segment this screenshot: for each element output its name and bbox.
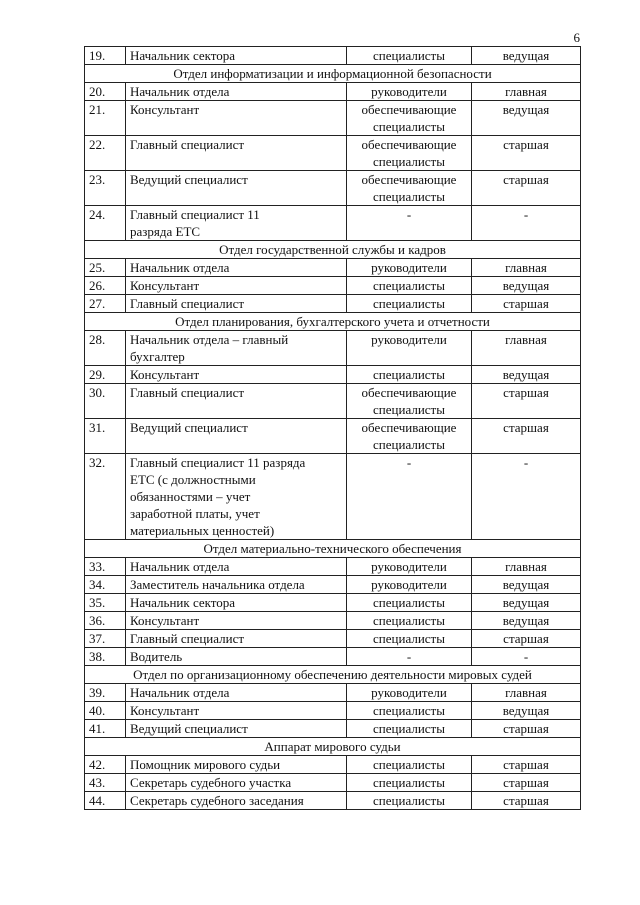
position-category: специалисты [347, 295, 472, 313]
position-group: старшая [472, 774, 581, 792]
position-title: Начальник отдела [126, 684, 347, 702]
position-category: специалисты [347, 612, 472, 630]
position-group: старшая [472, 171, 581, 206]
row-number: 27. [85, 295, 126, 313]
row-number: 26. [85, 277, 126, 295]
position-category: специалисты [347, 774, 472, 792]
position-category: - [347, 206, 472, 241]
position-group: старшая [472, 419, 581, 454]
row-number: 42. [85, 756, 126, 774]
position-group: ведущая [472, 47, 581, 65]
position-group: ведущая [472, 277, 581, 295]
position-category: обеспечивающие специалисты [347, 101, 472, 136]
table-row [85, 83, 581, 101]
position-group: ведущая [472, 612, 581, 630]
section-title: Отдел материально-технического обеспечения [85, 540, 581, 558]
row-number: 20. [85, 83, 126, 101]
position-category: руководители [347, 331, 472, 366]
table-row [85, 774, 581, 792]
position-category: специалисты [347, 366, 472, 384]
position-category: руководители [347, 83, 472, 101]
position-title: Начальник отдела – главный бухгалтер [126, 331, 347, 366]
table-row [85, 594, 581, 612]
row-number: 36. [85, 612, 126, 630]
table-row [85, 756, 581, 774]
section-header-row [85, 666, 581, 684]
table-row [85, 101, 581, 136]
table-row [85, 684, 581, 702]
position-category: обеспечивающие специалисты [347, 384, 472, 419]
position-title: Главный специалист 11 разряда ЕТС [126, 206, 347, 241]
row-number: 22. [85, 136, 126, 171]
position-group: ведущая [472, 366, 581, 384]
position-title: Заместитель начальника отдела [126, 576, 347, 594]
table-row [85, 558, 581, 576]
table-row [85, 720, 581, 738]
position-category: руководители [347, 558, 472, 576]
table-row [85, 331, 581, 366]
position-title: Консультант [126, 101, 347, 136]
table-row [85, 47, 581, 65]
section-header-row [85, 313, 581, 331]
position-title: Ведущий специалист [126, 171, 347, 206]
table-row [85, 295, 581, 313]
table-row [85, 792, 581, 810]
position-group: - [472, 206, 581, 241]
row-number: 32. [85, 454, 126, 540]
section-title: Отдел по организационному обеспечению деятельности мировых судей [85, 666, 581, 684]
position-group: - [472, 454, 581, 540]
row-number: 25. [85, 259, 126, 277]
position-title: Начальник отдела [126, 83, 347, 101]
row-number: 38. [85, 648, 126, 666]
position-category: руководители [347, 684, 472, 702]
position-category: - [347, 454, 472, 540]
position-group: старшая [472, 720, 581, 738]
row-number: 30. [85, 384, 126, 419]
position-group: старшая [472, 756, 581, 774]
position-category: - [347, 648, 472, 666]
table-row [85, 171, 581, 206]
table-row [85, 576, 581, 594]
table-row [85, 454, 581, 540]
position-category: специалисты [347, 277, 472, 295]
position-group: главная [472, 684, 581, 702]
position-group: старшая [472, 792, 581, 810]
position-title: Начальник отдела [126, 558, 347, 576]
position-title: Водитель [126, 648, 347, 666]
table-row [85, 259, 581, 277]
section-header-row [85, 738, 581, 756]
position-title: Секретарь судебного участка [126, 774, 347, 792]
page-number: 6 [573, 30, 580, 45]
position-title: Начальник сектора [126, 47, 347, 65]
row-number: 21. [85, 101, 126, 136]
position-title: Главный специалист [126, 295, 347, 313]
section-header-row [85, 65, 581, 83]
row-number: 29. [85, 366, 126, 384]
position-group: старшая [472, 295, 581, 313]
row-number: 39. [85, 684, 126, 702]
position-group: главная [472, 331, 581, 366]
row-number: 19. [85, 47, 126, 65]
table-row [85, 384, 581, 419]
position-category: обеспечивающие специалисты [347, 136, 472, 171]
table-row [85, 206, 581, 241]
position-group: старшая [472, 384, 581, 419]
position-title: Начальник сектора [126, 594, 347, 612]
section-title: Отдел планирования, бухгалтерского учета и отчетности [85, 313, 581, 331]
position-group: старшая [472, 630, 581, 648]
position-title: Начальник отдела [126, 259, 347, 277]
row-number: 43. [85, 774, 126, 792]
row-number: 23. [85, 171, 126, 206]
position-category: руководители [347, 576, 472, 594]
position-title: Помощник мирового судьи [126, 756, 347, 774]
position-group: ведущая [472, 101, 581, 136]
position-title: Ведущий специалист [126, 720, 347, 738]
row-number: 33. [85, 558, 126, 576]
position-title: Консультант [126, 366, 347, 384]
position-group: главная [472, 83, 581, 101]
position-category: специалисты [347, 47, 472, 65]
position-title: Консультант [126, 612, 347, 630]
table-row [85, 630, 581, 648]
position-group: старшая [472, 136, 581, 171]
section-header-row [85, 540, 581, 558]
position-title: Главный специалист [126, 630, 347, 648]
row-number: 24. [85, 206, 126, 241]
position-category: специалисты [347, 720, 472, 738]
position-category: специалисты [347, 792, 472, 810]
table-row [85, 277, 581, 295]
position-group: ведущая [472, 594, 581, 612]
row-number: 44. [85, 792, 126, 810]
position-title: Консультант [126, 277, 347, 295]
table-row [85, 419, 581, 454]
position-title: Главный специалист [126, 136, 347, 171]
position-title: Главный специалист [126, 384, 347, 419]
position-title: Ведущий специалист [126, 419, 347, 454]
position-group: ведущая [472, 702, 581, 720]
position-category: обеспечивающие специалисты [347, 419, 472, 454]
position-category: специалисты [347, 594, 472, 612]
position-group: главная [472, 259, 581, 277]
positions-table-body [85, 47, 581, 810]
position-title: Консультант [126, 702, 347, 720]
position-category: специалисты [347, 702, 472, 720]
row-number: 40. [85, 702, 126, 720]
position-category: руководители [347, 259, 472, 277]
row-number: 35. [85, 594, 126, 612]
row-number: 34. [85, 576, 126, 594]
section-title: Отдел государственной службы и кадров [85, 241, 581, 259]
table-row [85, 612, 581, 630]
position-group: - [472, 648, 581, 666]
position-title: Секретарь судебного заседания [126, 792, 347, 810]
row-number: 41. [85, 720, 126, 738]
row-number: 28. [85, 331, 126, 366]
section-title: Аппарат мирового судьи [85, 738, 581, 756]
position-category: специалисты [347, 630, 472, 648]
position-category: обеспечивающие специалисты [347, 171, 472, 206]
table-row [85, 648, 581, 666]
position-category: специалисты [347, 756, 472, 774]
table-row [85, 136, 581, 171]
position-group: главная [472, 558, 581, 576]
positions-table [84, 46, 581, 810]
row-number: 31. [85, 419, 126, 454]
section-header-row [85, 241, 581, 259]
table-row [85, 366, 581, 384]
position-group: ведущая [472, 576, 581, 594]
section-title: Отдел информатизации и информационной безопасности [85, 65, 581, 83]
table-row [85, 702, 581, 720]
position-title: Главный специалист 11 разряда ЕТС (с должностными обязанностями – учет заработной платы, учет материальных ценностей) [126, 454, 347, 540]
row-number: 37. [85, 630, 126, 648]
